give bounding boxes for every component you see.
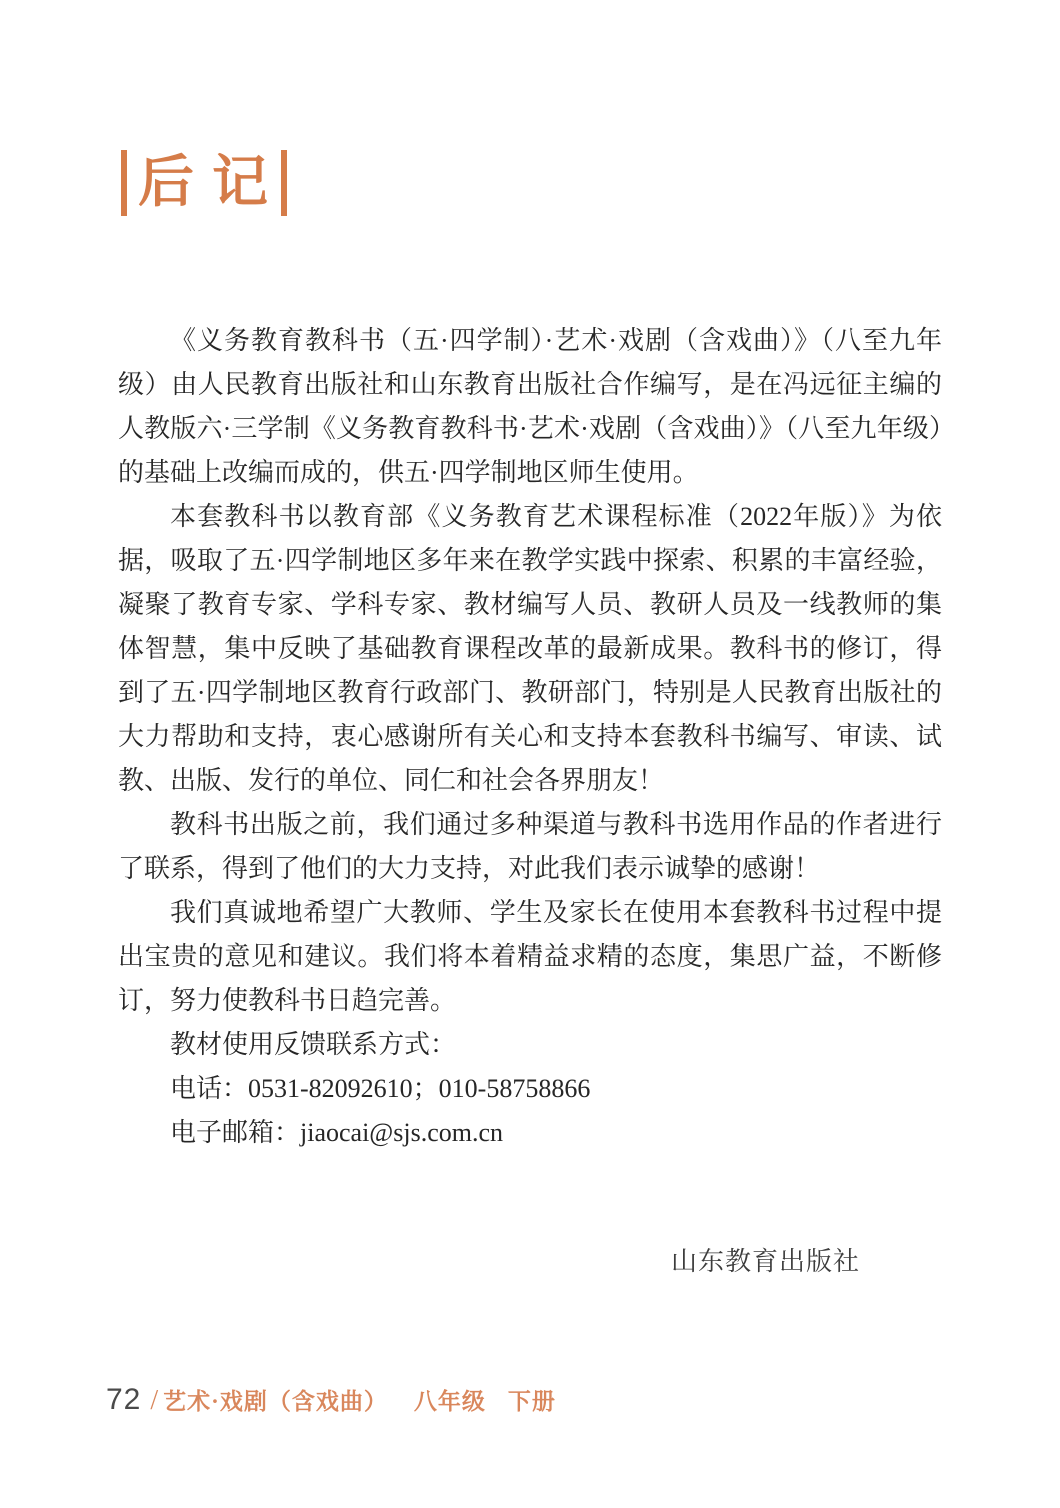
paragraph-intro: 《义务教育教科书（五·四学制）·艺术·戏剧（含戏曲）》（八至九年级）由人民教育出版社和山东教育出版社合作编写，是在冯远征主编的人教版六·三学制《义务教育教科书·艺术·戏剧（含戏曲）》（八至九年级）的基础上改编而成的，供五·四学制地区师生使用。 xyxy=(118,326,942,487)
paragraph-standards: 本套教科书以教育部《义务教育艺术课程标准（2022年版）》为依据，吸取了五·四学制地区多年来在教学实践中探索、积累的丰富经验，凝聚了教育专家、学科专家、教材编写人员、教研人员及一线教师的集体智慧，集中反映了基础教育课程改革的最新成果。教科书的修订，得到了五·四学制地区教育行政部门、教研部门，特别是人民教育出版社的大力帮助和支持，衷心感谢所有关心和支持本套教科书编写、审读、试教、出版、发行的单位、同仁和社会各界朋友！ xyxy=(118,502,942,795)
contact-heading: 教材使用反馈联系方式： xyxy=(170,1030,457,1059)
afterword-body xyxy=(118,319,942,1155)
paragraph-authors-thanks: 教科书出版之前，我们通过多种渠道与教科书选用作品的作者进行了联系，得到了他们的大力支持，对此我们表示诚挚的感谢！ xyxy=(118,810,942,883)
paragraph-feedback-request: 我们真诚地希望广大教师、学生及家长在使用本套教科书过程中提出宝贵的意见和建议。我们将本着精益求精的态度，集思广益，不断修订，努力使教科书日趋完善。 xyxy=(118,898,942,1015)
contact-email: 电子邮箱：jiaocai@sjs.com.cn xyxy=(170,1118,503,1147)
footer-grade-label: 八年级 xyxy=(413,1389,486,1414)
page-title: 后 记 xyxy=(138,152,270,214)
footer-volume-label: 下册 xyxy=(507,1389,556,1414)
footer-book-title: 艺术·戏剧（含戏曲） xyxy=(163,1389,388,1414)
page-footer xyxy=(106,1383,556,1417)
chapter-title-block xyxy=(121,150,287,216)
title-left-bar xyxy=(121,150,127,216)
footer-slash-divider: / xyxy=(150,1385,159,1416)
page-number: 72 xyxy=(106,1383,142,1416)
title-right-bar xyxy=(281,150,287,216)
contact-phone: 电话：0531-82092610；010-58758866 xyxy=(170,1074,591,1103)
publisher-name: 山东教育出版社 xyxy=(670,1246,860,1276)
